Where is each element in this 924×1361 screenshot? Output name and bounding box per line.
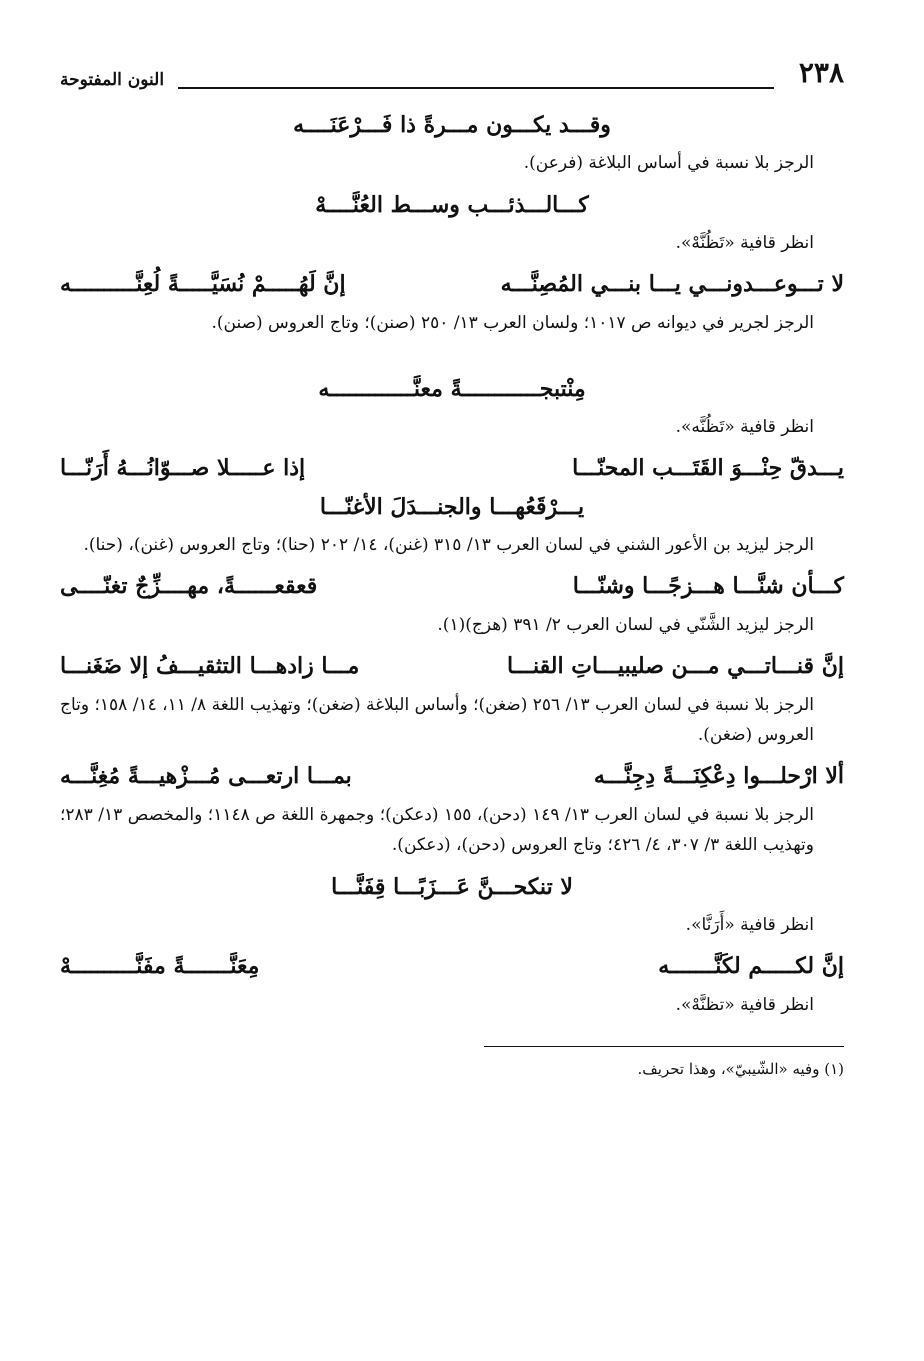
verse-line [60,566,844,606]
verse: مِنْتبجــــــــــــةً معنَّـــــــــــــه [318,376,586,402]
entry [60,448,844,560]
verse-continuation: يـــرْقَعُهـــا والجنـــدَلَ الأغنّـــا [319,494,585,520]
verse-note: الرجز ليزيد الشَّنّي في لسان العرب ٢/ ٣٩١ (هزج)(١). [437,615,814,635]
verse-note: انظر قافية «أَرَنَّا». [685,915,814,935]
verse-note: انظر قافية «تَظُنَّهْ». [675,233,814,253]
entry [60,264,844,338]
verse-line [60,946,844,986]
verse-note: انظر قافية «تظنَّهْ». [675,995,814,1015]
page-number: ٢٣٨ [798,56,844,89]
footnote-rule [484,1046,844,1047]
verse-line [60,264,844,304]
verse-note: انظر قافية «تَظُنَّه». [675,417,814,437]
hemistich-right: يـــدقّ حِنْـــوَ القَتَـــب المحنّـــا [572,455,844,481]
entry [60,646,844,750]
entry [60,370,844,442]
spacer [60,344,844,362]
entry [60,566,844,640]
verse: وقـــد يكـــون مـــرةً ذا فَـــرْعَنَــــه [293,112,611,138]
page-header [60,56,844,98]
hemistich-left: إذا عـــــلا صـــوّانُـــهُ أَرَنّـــا [60,455,306,481]
entry [60,106,844,178]
hemistich-left: قعقعــــــةً، مهــــزِّجٌ تغنّــــى [60,573,318,599]
verse-note: الرجز بلا نسبة في أساس البلاغة (فرعن). [523,153,814,173]
verse: لا تنكحـــنَّ عَـــزَبًـــا قِفَنَّـــا [331,874,573,900]
hemistich-left: مـــا زادهـــا التثقيـــفُ إلا ضَغَنـــا [60,653,360,679]
hemistich-right: إنَّ لكـــــم لكَنَّـــــــه [658,953,844,979]
running-title: النون المفتوحة [60,70,165,90]
hemistich-left: بمـــا ارتعـــى مُـــزْهيـــةً مُغِنَّـــه [60,763,352,789]
entry [60,756,844,860]
verse-line [60,646,844,686]
hemistich-right: ألا ارْحلـــوا دِعْكِنَـــةً دِجِنَّـــه [593,763,844,789]
verse-line [60,756,844,796]
hemistich-right: إنَّ قنـــاتـــي مـــن صليبيـــاتِ القنـــا [506,653,844,679]
verse-note: الرجز بلا نسبة في لسان العرب ١٣/ ١٤٩ (دحن)، ١٥٥ (دعكن)؛ وجمهرة اللغة ص ١١٤٨؛ والمخصص ١٣/ ٢٨٣؛ وتهذيب اللغة ٣/ ٣٠٧، ٤/ ٤٢٦؛ وتاج العروس (دحن)، (دعكن). [60,805,814,855]
hemistich-right: كـــأن شنَّـــا هـــزجًـــا وشنّـــا [572,573,844,599]
entry [60,186,844,258]
verse-line [60,448,844,488]
verse-note: الرجز ليزيد بن الأعور الشني في لسان العرب ١٣/ ٣١٥ (غنن)، ١٤/ ٢٠٢ (حنا)؛ وتاج العروس (غنن)، (حنا). [83,535,814,555]
hemistich-left: إنَّ لَهُـــــمْ نُسَيَّـــــةً لُعِنَّــــــــــه [60,271,346,297]
verse: كـــالـــذئـــب وســـط العُنَّــــهْ [315,192,589,218]
header-rule [178,87,774,89]
verse-note: الرجز لجرير في ديوانه ص ١٠١٧؛ ولسان العرب ١٣/ ٢٥٠ (صنن)؛ وتاج العروس (صنن). [211,313,814,333]
entry [60,946,844,1020]
hemistich-right: لا تـــوعـــدونـــي يـــا بنـــي المُصِنَّـــه [500,271,844,297]
verse-note: الرجز بلا نسبة في لسان العرب ١٣/ ٢٥٦ (ضغن)؛ وأساس البلاغة (ضغن)؛ وتهذيب اللغة ٨/ ١١، ١٤/ ١٥٨؛ وتاج العروس (ضغن). [60,695,815,745]
footnote: (١) وفيه «الشّيبيّ»، وهذا تحريف. [637,1060,844,1078]
hemistich-left: مِعَنَّـــــــةً مفَنَّــــــــــهْ [60,953,260,979]
entry [60,868,844,940]
